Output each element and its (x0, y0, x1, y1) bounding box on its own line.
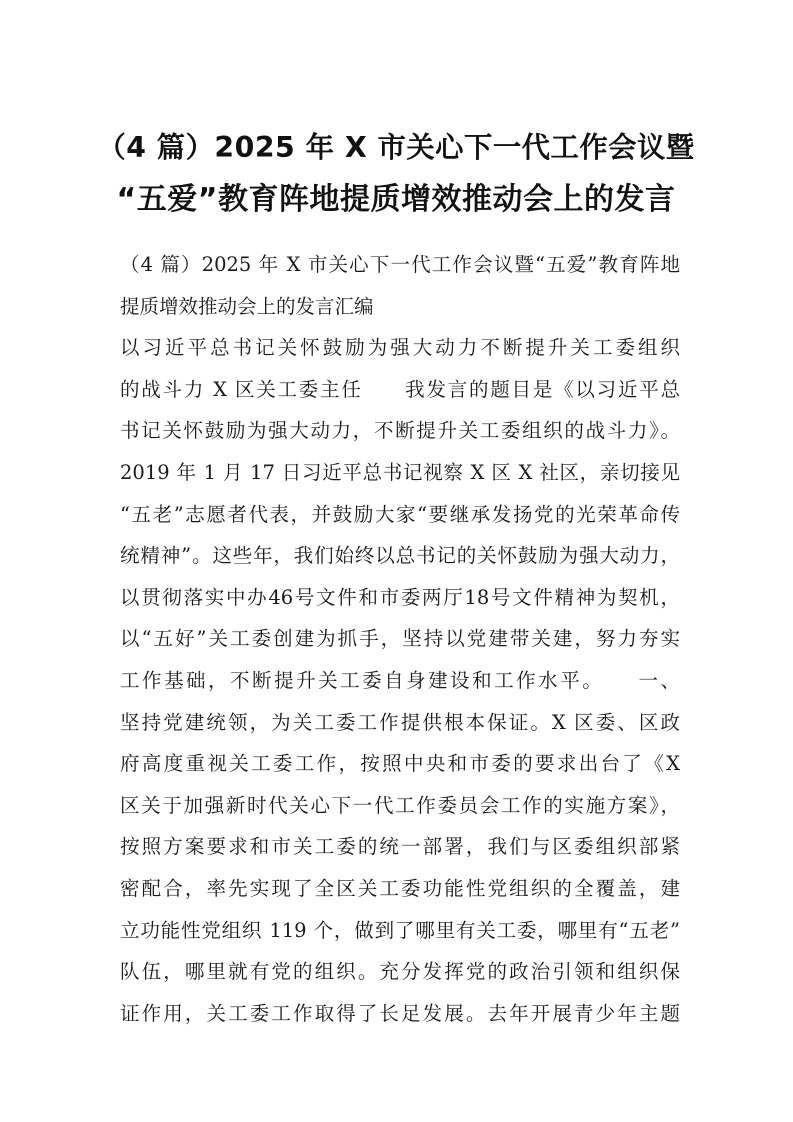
body-line: 队伍，哪里就有党的组织。充分发挥党的政治引领和组织保 (120, 960, 680, 984)
body-line: 证作用，关工委工作取得了长足发展。去年开展青少年主题 (120, 1001, 680, 1025)
body-line: 2019 年 1 月 17 日习近平总书记视察 X 区 X 社区，亲切接见 (120, 460, 680, 484)
document-body (120, 244, 680, 1034)
body-line: 密配合，率先实现了全区关工委功能性党组织的全覆盖，建 (120, 876, 680, 900)
body-line: 以贯彻落实中办46号文件和市委两厅18号文件精神为契机， (120, 585, 680, 609)
body-line: 书记关怀鼓励为强大动力，不断提升关工委组织的战斗力》。 (120, 419, 680, 443)
body-line: 工作基础，不断提升关工委自身建设和工作水平。 一、 (120, 668, 680, 692)
title-line-2: “五爱”教育阵地提质增效推动会上的发言 (116, 182, 676, 217)
body-line: 区关于加强新时代关心下一代工作委员会工作的实施方案》， (120, 793, 680, 817)
body-line: 府高度重视关工委工作，按照中央和市委的要求出台了《X (120, 752, 680, 776)
body-line: 统精神”。这些年，我们始终以总书记的关怀鼓励为强大动力， (120, 544, 680, 568)
body-line: 以习近平总书记关怀鼓励为强大动力不断提升关工委组织 (120, 336, 680, 360)
body-line: 立功能性党组织 119 个，做到了哪里有关工委，哪里有“五老” (120, 918, 680, 942)
body-line: 以“五好”关工委创建为抓手，坚持以党建带关建，努力夯实 (120, 627, 680, 651)
body-line: （4 篇）2025 年 X 市关心下一代工作会议暨“五爱”教育阵地 (120, 253, 680, 276)
body-line: 的战斗力 X 区关工委主任 我发言的题目是《以习近平总 (120, 377, 680, 401)
document-title (96, 122, 696, 226)
body-line: 坚持党建统领，为关工委工作提供根本保证。X 区委、区政 (120, 710, 680, 734)
title-line-1: （4 篇）2025 年 X 市关心下一代工作会议暨 (97, 131, 695, 164)
body-line: “五老”志愿者代表，并鼓励大家“要继承发扬党的光荣革命传 (120, 502, 680, 526)
body-line: 按照方案要求和市关工委的统一部署，我们与区委组织部紧 (120, 835, 680, 859)
body-line: 提质增效推动会上的发言汇编 (120, 294, 374, 318)
